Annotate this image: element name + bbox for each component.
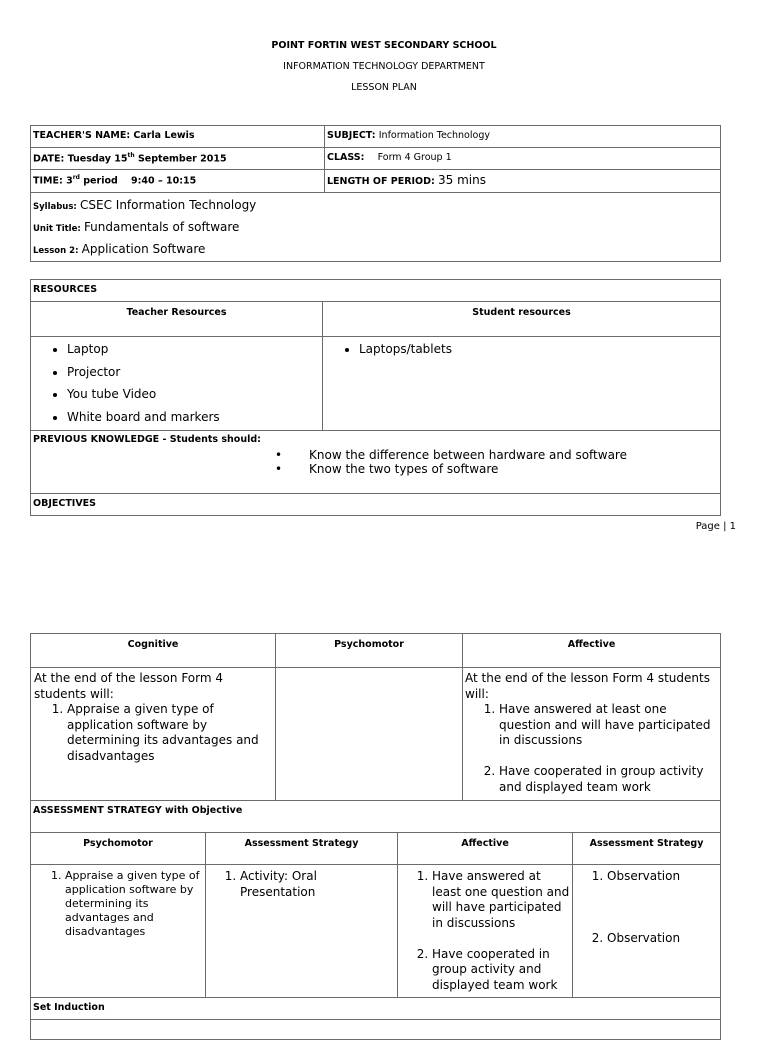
assessment-affective-list: [400, 869, 570, 993]
cognitive-cell: [31, 668, 276, 801]
department-name: INFORMATION TECHNOLOGY DEPARTMENT: [283, 61, 485, 72]
list-item: • You tube Video: [67, 383, 320, 406]
list-item: 1. Observation: [607, 869, 718, 885]
objectives-table: [30, 633, 721, 1040]
length-value: 35 mins: [438, 173, 486, 187]
resources-table: [30, 279, 721, 516]
cognitive-intro: At the end of the lesson Form 4 students will:: [34, 671, 223, 701]
list-item: 2. Observation: [607, 931, 718, 947]
assessment-psychomotor-cell: [31, 865, 206, 998]
set-induction-cell: [31, 998, 721, 1020]
document-type: LESSON PLAN: [351, 82, 417, 93]
list-item: 1. Have answered at least one question and will have participated in discussions: [499, 702, 718, 749]
teacher-cell: [31, 126, 325, 148]
cognitive-list: [33, 702, 273, 764]
affective-cell: [463, 668, 721, 801]
date-cell: [31, 148, 325, 170]
objectives-title-cell: [31, 494, 721, 516]
list-item: 1. Appraise a given type of application software by determining its advantages and disadvantages: [65, 869, 203, 939]
list-item: 1. Have answered at least one question and will have participated in discussions: [432, 869, 570, 931]
list-item: • Laptop: [67, 338, 320, 361]
affective-list: [465, 702, 718, 795]
assessment-psychomotor-list: [33, 869, 203, 939]
list-item: • Know the difference between hardware and software: [275, 448, 627, 462]
teacher-label: TEACHER'S NAME:: [33, 130, 131, 141]
assessment-strategy-header-1: Assessment Strategy: [206, 833, 398, 865]
list-item: • White board and markers: [67, 406, 320, 429]
assessment-strategy-header-2: Assessment Strategy: [573, 833, 721, 865]
subject-label: SUBJECT:: [327, 130, 376, 141]
list-item: • Know the two types of software: [275, 462, 499, 476]
list-item: 1. Activity: Oral Presentation: [240, 869, 395, 900]
class-label: CLASS:: [327, 152, 365, 163]
psychomotor-header: Psychomotor: [276, 634, 463, 668]
teacher-name: Carla Lewis: [133, 130, 195, 141]
student-resources-list: [325, 338, 718, 361]
teacher-resources-cell: [31, 337, 323, 431]
list-item: 1. Appraise a given type of application software by determining its advantages and disadvantages: [67, 702, 273, 764]
previous-knowledge-item: Know the difference between hardware and software: [309, 448, 627, 462]
date-label: DATE: Tuesday 15: [33, 153, 128, 165]
resources-title: RESOURCES: [33, 284, 98, 295]
assessment-strategy-cell-2: [573, 865, 721, 998]
assessment-strategy-list-1: [208, 869, 395, 900]
affective-intro: At the end of the lesson Form 4 students will:: [465, 671, 710, 701]
syllabus-value: CSEC Information Technology: [80, 198, 257, 212]
previous-knowledge-label: PREVIOUS KNOWLEDGE - Students should:: [33, 434, 261, 445]
assessment-title-cell: [31, 801, 721, 833]
student-resources-cell: [323, 337, 721, 431]
subject-cell: [325, 126, 721, 148]
time-sup: rd: [72, 174, 80, 181]
class-cell: [325, 148, 721, 170]
assessment-strategy-list-2: [575, 869, 718, 946]
psychomotor-cell: [276, 668, 463, 801]
teacher-resources-list: [33, 338, 320, 428]
lesson-label: Lesson 2:: [33, 246, 79, 256]
time-rest: period 9:40 – 10:15: [79, 175, 197, 187]
school-name: POINT FORTIN WEST SECONDARY SCHOOL: [271, 40, 497, 51]
page-number: Page | 1: [695, 521, 736, 532]
objectives-title: OBJECTIVES: [33, 498, 97, 509]
lesson-info-table: [30, 125, 721, 262]
syllabus-cell: [31, 193, 721, 262]
lesson-value: Application Software: [81, 242, 206, 256]
unit-label: Unit Title:: [33, 224, 81, 234]
resources-title-cell: [31, 280, 721, 302]
previous-knowledge-list: [275, 448, 627, 476]
list-item: 2. Have cooperated in group activity and displayed team work: [499, 764, 718, 795]
length-label: LENGTH OF PERIOD:: [327, 176, 435, 187]
class-value: Form 4 Group 1: [377, 152, 452, 163]
cognitive-header: Cognitive: [31, 634, 276, 668]
syllabus-label: Syllabus:: [33, 202, 77, 212]
date-rest: September 2015: [134, 153, 227, 165]
unit-value: Fundamentals of software: [83, 220, 240, 234]
list-item: • Laptops/tablets: [359, 338, 718, 361]
affective-header: Affective: [463, 634, 721, 668]
teacher-resources-header: Teacher Resources: [31, 302, 323, 337]
assessment-affective-cell: [398, 865, 573, 998]
set-induction-title: Set Induction: [33, 1002, 105, 1013]
time-label: TIME: 3: [33, 175, 73, 187]
subject-value: Information Technology: [378, 130, 490, 141]
previous-knowledge-item: Know the two types of software: [309, 462, 499, 476]
date-sup: th: [127, 152, 135, 159]
assessment-psychomotor-header: Psychomotor: [31, 833, 206, 865]
length-cell: [325, 170, 721, 193]
previous-knowledge-cell: [31, 431, 721, 494]
set-induction-content: [31, 1020, 721, 1040]
student-resources-header: Student resources: [323, 302, 721, 337]
time-cell: [31, 170, 325, 193]
list-item: • Projector: [67, 361, 320, 384]
assessment-affective-header: Affective: [398, 833, 573, 865]
assessment-title: ASSESSMENT STRATEGY with Objective: [33, 805, 243, 816]
list-item: 2. Have cooperated in group activity and displayed team work: [432, 947, 570, 994]
assessment-strategy-cell-1: [206, 865, 398, 998]
